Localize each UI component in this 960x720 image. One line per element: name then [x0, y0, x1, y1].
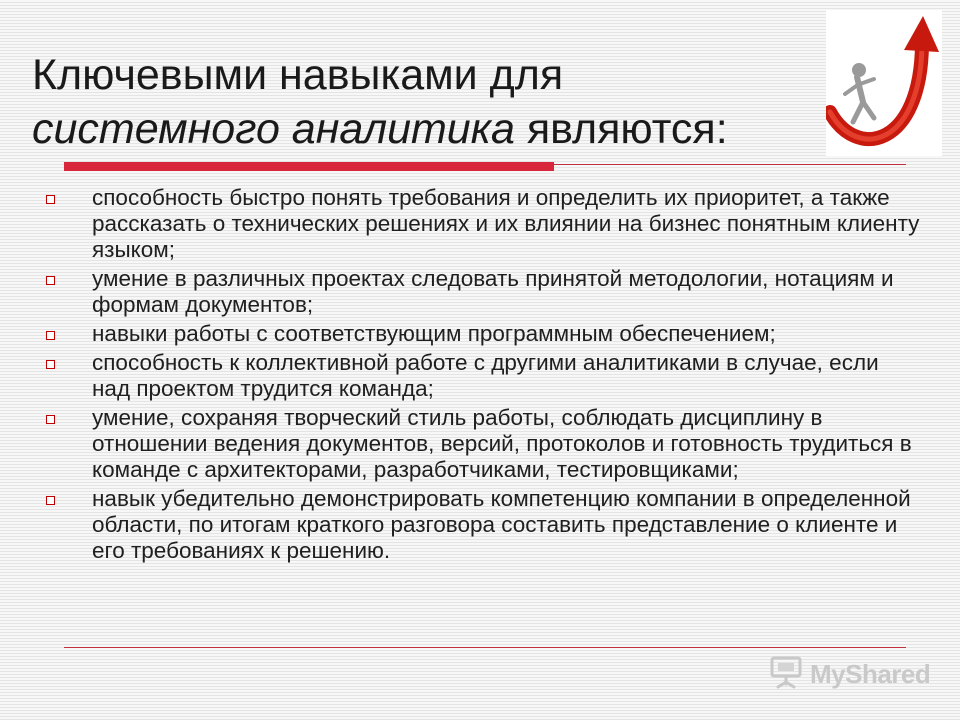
figure-on-red-arrow-icon: [826, 10, 942, 156]
presentation-board-icon: [768, 654, 804, 695]
list-item: [40, 405, 920, 483]
footer-rule: [64, 647, 906, 648]
bullet-list: [40, 185, 920, 567]
list-item: [40, 185, 920, 263]
list-item: [40, 486, 920, 564]
watermark: [768, 654, 930, 694]
bullet-text: навыки работы с соответствующим программным обеспечением;: [92, 321, 776, 346]
bullet-text: умение, сохраняя творческий стиль работы, соблюдать дисциплину в отношении ведения документов, версий, протоколов и готовность трудиться в команде с архитекторами, разработчиками, тестировщиками;: [92, 405, 912, 482]
list-item: [40, 350, 920, 402]
list-item: [40, 321, 920, 347]
bullet-text: способность быстро понять требования и определить их приоритет, а также рассказать о технических решениях и их влиянии на бизнес понятным клиенту языком;: [92, 185, 920, 262]
bullet-text: умение в различных проектах следовать принятой методологии, нотациям и формам документов;: [92, 266, 894, 317]
title-underline-rule: [554, 164, 906, 165]
slide-title: [32, 48, 822, 156]
bullet-square-icon: [46, 276, 55, 285]
title-line-1: Ключевыми навыками для: [32, 51, 564, 99]
title-emphasis: системного аналитика: [32, 105, 515, 153]
bullet-square-icon: [46, 331, 55, 340]
title-suffix: являются:: [514, 105, 728, 153]
bullet-square-icon: [46, 195, 55, 204]
bullet-square-icon: [46, 415, 55, 424]
bullet-text: навык убедительно демонстрировать компетенцию компании в определенной области, по итогам краткого разговора составить представление о клиенте и его требованиях к решению.: [92, 486, 911, 563]
watermark-text: MyShared: [810, 658, 931, 689]
bullet-text: способность к коллективной работе с другими аналитиками в случае, если над проектом трудится команда;: [92, 350, 879, 401]
list-item: [40, 266, 920, 318]
bullet-square-icon: [46, 496, 55, 505]
bullet-square-icon: [46, 360, 55, 369]
title-underline-accent: [64, 162, 554, 171]
